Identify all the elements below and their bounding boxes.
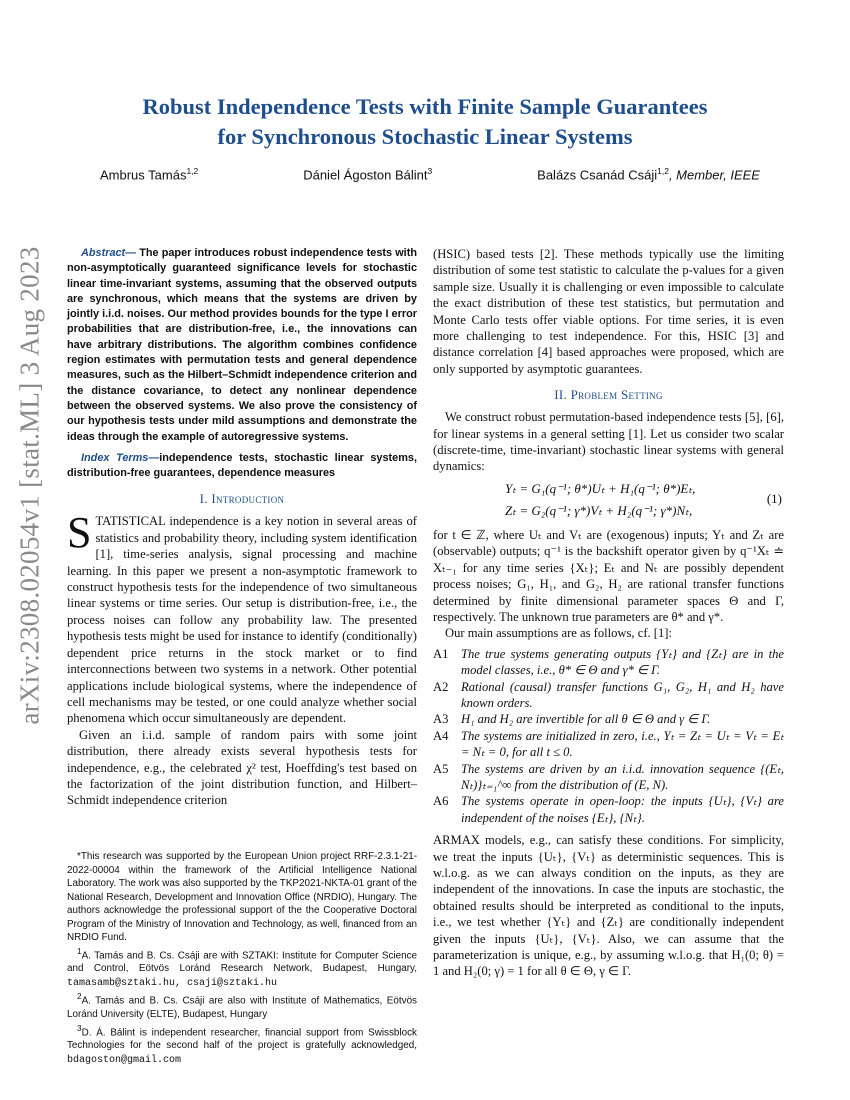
assumption-text: The systems are initialized in zero, i.e., Yₜ = Zₜ = Uₜ = Vₜ = Eₜ = Nₜ = 0, for all t ≤ 0. [461, 728, 784, 760]
assumption-tag: A4 [433, 728, 449, 743]
paper-title [60, 92, 790, 152]
footnote-3-text: D. Á. Bálint is independent researcher, financial support from Swissblock Technologies for the second half of the project is gratefully acknowledged, [67, 1026, 417, 1052]
footnote-1-text: A. Tamás and B. Cs. Csáji are with SZTAKI: Institute for Computer Science and Control, Eötvös Loránd Research Network, Budapest, Hungary, [67, 949, 417, 975]
equation-1 [433, 479, 784, 523]
index-terms-text: independence tests, stochastic linear systems, distribution-free guarantees, dependence measures [67, 451, 417, 480]
left-column [67, 246, 417, 809]
problem-paragraph-1: We construct robust permutation-based independence tests [5], [6], for linear systems in a general setting [1]. Let us consider two scalar (discrete-time, time-invariant) stochastic linear systems with general dynamics: [433, 410, 784, 474]
abstract [67, 246, 417, 445]
assumption-tag: A3 [433, 712, 449, 727]
assumption-text: The systems are driven by an i.i.d. innovation sequence {(Eₜ, Nₜ)}ₜ₌₁^∞ from the distribution of (E, N). [461, 761, 784, 792]
assumption-item [433, 679, 784, 712]
footnote-2-text: A. Tamás and B. Cs. Csáji are also with Institute of Mathematics, Eötvös Loránd University (ELTE), Budapest, Hungary [67, 995, 417, 1021]
footnote-2: $^2$A. Tamás and B. Cs. Csáji are also with Institute of Mathematics, Eötvös Loránd University (ELTE), Budapest, Hungary [67, 992, 417, 1021]
assumption-text: Rational (causal) transfer functions G₁, G₂, H₁ and H₂ have known orders. [461, 679, 784, 710]
footnote-3-email: bdagoston@gmail.com [67, 1054, 182, 1066]
footnote-funding: *This research was supported by the European Union project RRF-2.3.1-21-2022-00004 within the framework of the Artificial Intelligence National Laboratory. The work was also supported by the TKP2021-NKTA-01 grant of the National Research, Development and Innovation Office (NRDIO), Hungary. The authors acknowledge the professional support of the the Cooperative Doctoral Program of the Ministry of Innovation and Technology, as well, financed from an NRDIO Fund. [67, 851, 417, 943]
abstract-text: The paper introduces robust independence tests with non-asymptotically guaranteed significance levels for stochastic linear time-invariant systems, assuming that the observed outputs are synchronous, which means that the systems are driven by jointly i.i.d. noises. Our method provides bounds for the type I error probabilities that are distribution-free, i.e., the innovations can have arbitrary distributions. The algorithm combines confidence region estimates with permutation tests and general dependence measures, such as the Hilbert–Schmidt independence criterion and the distance covariance, to detect any nonlinear dependence between the observed systems. We also prove the consistency of our hypothesis tests under mild assumptions and demonstrate the ideas through the example of autoregressive systems. [67, 247, 417, 443]
author-name: Dániel Ágoston Bálint [303, 167, 428, 183]
assumption-tag: A2 [433, 679, 449, 694]
right-column [433, 246, 784, 980]
assumption-text: The systems operate in open-loop: the inputs {Uₜ}, {Vₜ} are independent of the noises {Eₜ}, {Nₜ}. [461, 794, 784, 825]
intro-paragraph-2-continued: (HSIC) based tests [2]. These methods typically use the limiting distribution of some test statistic to calculate the p-values for a given sample size. Usually it is challenging or even impossible to calculate the exact distribution of these test statistics, but permutation and Monte Carlo tests offer viable options. For time series, it is even more challenging to test independence. For this, HSIC [3] and distance correlation [4] based approaches were proposed, which are only supported by asymptotic guarantees. [433, 247, 784, 376]
assumption-tag: A5 [433, 761, 449, 776]
author-1 [100, 166, 198, 182]
section-heading-problem-setting: II. Problem Setting [554, 387, 663, 403]
intro-paragraph-1-text: TATISTICAL independence is a key notion in several areas of statistics and probability theory, including system identification [1], time-series analysis, signal processing and machine learning. In this paper we present a non-asymptotic framework to construct hypothesis tests for the independence of two simultaneous linear systems or time series. Our setup is distribution-free, i.e., the process noises can follow any probability law. The presented hypothesis tests might be used for instance to identify (conditionally) dependent price returns in the stock market or to find interconnections between two systems in a network. Other potential applications include biological systems, where the independence of cell mechanisms may be tested, or one could analyze whether social phenomena which occur simultaneously are dependent. [67, 514, 417, 726]
index-terms-lead: Index Terms— [81, 451, 160, 464]
footnote-1: $^1$A. Tamás and B. Cs. Csáji are with SZTAKI: Institute for Computer Science and Control, Eötvös Loránd Research Network, Budapest, Hungary, tamasamb@sztaki.hu, csaji@sztaki.hu [67, 946, 417, 989]
assumption-item [433, 793, 784, 826]
assumption-item [433, 711, 784, 727]
assumption-tag: A6 [433, 794, 449, 809]
author-role: , Member, IEEE [668, 167, 760, 183]
footnotes [67, 850, 417, 1067]
index-terms [67, 451, 417, 482]
author-name: Ambrus Tamás [100, 167, 187, 183]
assumption-list [433, 646, 784, 826]
problem-paragraph-3: Our main assumptions are as follows, cf. [1]: [445, 626, 672, 641]
author-name: Balázs Csanád Csáji [537, 167, 658, 183]
assumption-text: The true systems generating outputs {Yₜ} and {Zₜ} are in the model classes, i.e., θ* ∈ Θ and γ* ∈ Γ. [461, 646, 784, 678]
author-affiliation: 1,2 [186, 166, 199, 176]
footnote-3: $^3$D. Á. Bálint is independent researcher, financial support from Swissblock Technologies for the second half of the project is gratefully acknowledged, bdagoston@gmail.com [67, 1023, 417, 1066]
assumption-tag: A1 [433, 646, 449, 661]
author-list [100, 166, 760, 182]
author-affiliation: 1,2 [657, 166, 669, 176]
intro-paragraph-1 [67, 508, 417, 726]
arxiv-identifier: arXiv:2308.02054v1 [stat.ML] 3 Aug 2023 [14, 245, 45, 725]
author-2 [303, 166, 432, 182]
drop-cap: S [67, 508, 92, 558]
equation-number: (1) [766, 490, 782, 506]
arxiv-stamp [2, 245, 58, 725]
problem-paragraph-2: for t ∈ ℤ, where Uₜ and Vₜ are (exogenous) inputs; Yₜ and Zₜ are (observable) outputs; q⁻¹ is the backshift operator given by q⁻¹Xₜ ≐ Xₜ₋₁ for any time series {Xₜ}; Eₜ and Nₜ are possibly dependent process noises; G₁, H₁, and G₂, H₂ are rational transfer functions determined by finite dimensional parameter spaces Θ and Γ, respectively. The unknown true parameters are θ* and γ*. [433, 527, 784, 624]
equation-1-line-2: Zₜ = G₂(q⁻¹; γ*)Vₜ + H₂(q⁻¹; γ*)Nₜ, [505, 502, 693, 518]
equation-1-line-1: Yₜ = G₁(q⁻¹; θ*)Uₜ + H₁(q⁻¹; θ*)Eₜ, [505, 480, 696, 496]
assumption-item [433, 646, 784, 679]
assumption-text: H₁ and H₂ are invertible for all θ ∈ Θ and γ ∈ Γ. [461, 712, 711, 727]
author-affiliation: 3 [427, 166, 433, 176]
footnote-1-emails: tamasamb@sztaki.hu, csaji@sztaki.hu [67, 977, 278, 989]
section-heading-introduction: I. Introduction [199, 491, 285, 507]
title-line-2: for Synchronous Stochastic Linear Systems [217, 124, 633, 149]
intro-paragraph-2: Given an i.i.d. sample of random pairs with some joint distribution, there already exists several hypothesis tests for independence, e.g., the celebrated χ² test, Hoeffding's test based on the factorization of the joint distribution function, and Hilbert–Schmidt independence criterion [67, 727, 417, 808]
abstract-lead: Abstract— [81, 247, 137, 259]
assumption-item [433, 761, 784, 794]
problem-paragraph-4: ARMAX models, e.g., can satisfy these conditions. For simplicity, we treat the inputs {Uₜ}, {Vₜ} as deterministic sequences. This is w.l.o.g. as we can always condition on the inputs, as they are independent of the innovations. In case the inputs are stochastic, the obtained results should be interpreted as conditional to the inputs, i.e., we test whether {Yₜ} and {Zₜ} are conditionally independent given the inputs {Uₜ}, {Vₜ}. Also, we can assume that the parameterization is unique, e.g., by assuming w.l.o.g. that H₁(0; θ) = 1 and H₂(0; γ) = 1 for all θ ∈ Θ, γ ∈ Γ. [433, 833, 784, 979]
title-line-1: Robust Independence Tests with Finite Sample Guarantees [142, 94, 708, 119]
assumption-item [433, 728, 784, 761]
author-3 [537, 166, 760, 182]
